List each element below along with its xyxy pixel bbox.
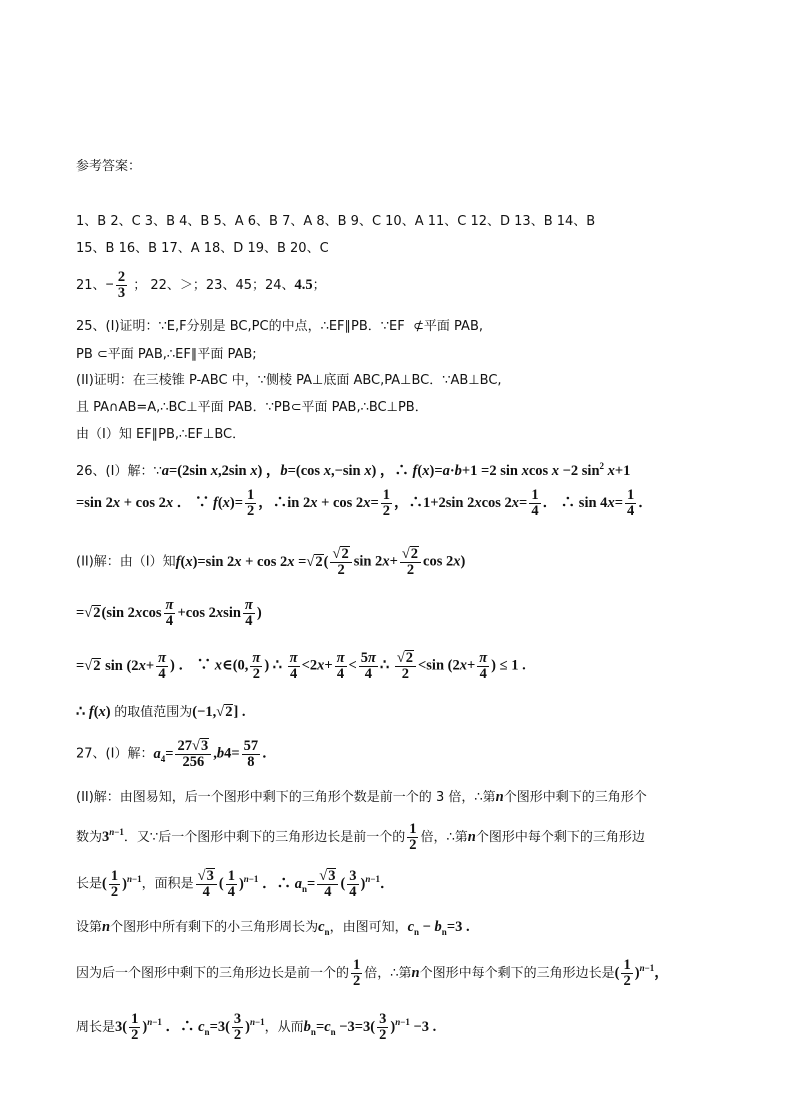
problem-27-line-7: 周长是3( $\frac{1}{2}$ )$^{n-1}$ ．∴ $c_n=3$( $\frac{3}{2}$ )$^{n-1}$，从而$b_n=c_n -3=3$( $\frac{3}{2}$ )$^{n-1}$ −3 . [76,1011,437,1043]
problem-26-line-6: ∴ f(x) 的取值范围为(−1,√2] . [76,704,246,720]
problem-25-line-4: 且 PA∩AB=A,∴BC⊥平面 PAB．∵PB⊂平面 PAB,∴BC⊥PB． [76,400,428,415]
mc-answers-row-1: 1、B 2、C 3、B 4、B 5、A 6、B 7、A 8、B 9、C 10、A 11、C 12、D 13、B 14、B [76,214,596,229]
problem-27-line-6: 因为后一个图形中剩下的三角形边长是前一个的 $\frac{1}{2}$ 倍，∴第n个图形中每个剩下的三角形边长是( $\frac{1}{2}$ )$^{n-1}$， [76,957,669,989]
problem-25-line-5: 由（I）知 EF∥PB,∴EF⊥BC． [76,427,246,442]
problem-27-line-5: 设第n个图形中所有剩下的小三角形周长为$c_n$，由图可知，$c_n - b_n=3$ . [76,919,470,937]
problem-26-line-5: =√2 sin (2x+ $\frac{\pi}{4}$ ) ． ∵ x∈(0, $\frac{\pi}{2}$ ) ∴ $\frac{\pi}{4}$ <2x+ $\frac{\pi}{4}$ < $\frac{5\pi}{4}$ ∴ $\frac{√2}{2}$ <sin (2x+ $\frac{\pi}{4}$ ) ≤ 1 . [76,649,526,682]
problem-27-line-1: 27、(I）解：$a_4=$ $\frac{27√3}{256}$ ,b4= $\frac{57}{8}$ ． [76,737,277,770]
problem-27-line-4: 长是( $\frac{1}{2}$ )$^{n-1}$，面积是 $\frac{√3}{4}$ ( $\frac{1}{4}$ )$^{n-1}$ ．∴ $a_n=$ $\frac{√3}{4}$ ( $\frac{3}{4}$ )$^{n-1}$． [76,867,395,900]
problem-26-line-3: (II)解：由（I）知f(x)=sin 2x + cos 2x =√2( $\frac{√2}{2}$ sin 2x+ $\frac{√2}{2}$ cos 2x) [76,546,466,578]
problem-25-line-2: PB ⊂平面 PAB,∴EF∥平面 PAB; [76,347,257,362]
problem-26-line-4: =√2(sin 2xcos $\frac{\pi}{4}$ +cos 2xsin $\frac{\pi}{4}$ ) [76,597,262,629]
problem-27-line-2: (II)解：由图易知，后一个图形中剩下的三角形个数是前一个的 3 倍，∴第n个图形中剩下的三角形个 [76,789,647,805]
answers-heading: 参考答案： [76,159,142,174]
fill-answers-row: 21、− $\frac{2}{3}$ ； 22、＞；23、45；24、4.5； [76,269,326,301]
mc-answers-row-2: 15、B 16、B 17、A 18、D 19、B 20、C [76,241,329,256]
problem-26-line-1: 26、(I）解：∵a=(2sin x,2sin x) ，b=(cos x,−sin x) ，∴ f(x)=a·b+1 =2 sin xcos x −2 $\sin^2 x+1$ [76,461,631,479]
problem-26-line-2: =sin 2x + cos 2x ． ∵ f(x)= $\frac{1}{2}$ ，∴in 2x + cos 2x= $\frac{1}{2}$ ，∴1+2sin 2xcos 2x= $\frac{1}{4}$ ． ∴ sin 4x= $\frac{1}{4}$ ． [76,487,653,519]
problem-25-line-3: (II)证明：在三棱锥 P-ABC 中，∵侧棱 PA⊥底面 ABC,PA⊥BC．∵AB⊥BC, [76,373,502,388]
problem-25-line-1: 25、(I)证明：∵E,F分别是 BC,PC的中点，∴EF∥PB．∵EF ⊄平面 PAB, [76,319,483,334]
problem-27-line-3: 数为$3^{n-1}$．又∵后一个图形中剩下的三角形边长是前一个的 $\frac{1}{2}$ 倍，∴第n个图形中每个剩下的三角形边 [76,821,645,853]
